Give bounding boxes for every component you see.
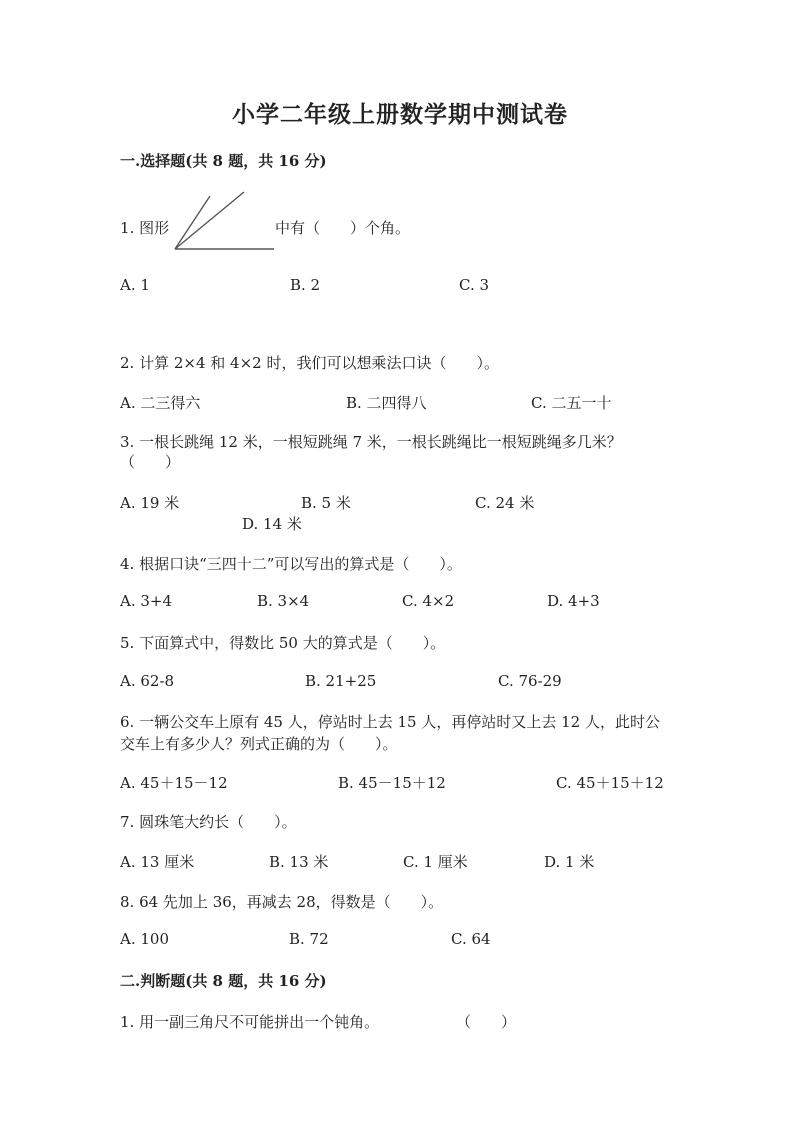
- angle-figure: [168, 188, 278, 254]
- q7-option-a[interactable]: A. 13 厘米: [120, 853, 195, 871]
- judgement-1-text: 1. 用一副三角尺不可能拼出一个钝角。: [120, 1013, 380, 1031]
- q5-option-a[interactable]: A. 62-8: [120, 672, 175, 690]
- question-3-text-line2: （ ）: [120, 453, 181, 471]
- question-7-text: 7. 圆珠笔大约长（ ）。: [120, 813, 297, 831]
- q4-option-b[interactable]: B. 3×4: [257, 592, 310, 610]
- question-1-text-after: 中有（ ）个角。: [275, 219, 411, 237]
- page-title: 小学二年级上册数学期中测试卷: [232, 101, 568, 128]
- q4-option-d[interactable]: D. 4+3: [547, 592, 600, 610]
- q5-option-b[interactable]: B. 21+25: [305, 672, 377, 690]
- question-2-text: 2. 计算 2×4 和 4×2 时，我们可以想乘法口诀（ ）。: [120, 354, 499, 372]
- q4-option-c[interactable]: C. 4×2: [402, 592, 455, 610]
- q6-option-b[interactable]: B. 45－15＋12: [338, 774, 446, 792]
- q3-option-a[interactable]: A. 19 米: [120, 494, 180, 512]
- q7-option-d[interactable]: D. 1 米: [544, 853, 595, 871]
- q5-option-c[interactable]: C. 76-29: [498, 672, 562, 690]
- question-3-text-line1: 3. 一根长跳绳 12 米，一根短跳绳 7 米，一根长跳绳比一根短跳绳多几米？: [120, 433, 622, 451]
- q3-option-d[interactable]: D. 14 米: [242, 515, 302, 533]
- q7-option-b[interactable]: B. 13 米: [269, 853, 329, 871]
- question-1-text-before: 1. 图形: [120, 219, 170, 237]
- q1-option-b[interactable]: B. 2: [290, 276, 321, 294]
- judgement-1-blank[interactable]: （ ）: [456, 1013, 517, 1031]
- question-5-text: 5. 下面算式中，得数比 50 大的算式是（ ）。: [120, 634, 446, 652]
- q8-option-c[interactable]: C. 64: [451, 930, 491, 948]
- q6-option-a[interactable]: A. 45＋15－12: [120, 774, 228, 792]
- q8-option-b[interactable]: B. 72: [289, 930, 329, 948]
- question-6-text-line1: 6. 一辆公交车上原有 45 人，停站时上去 15 人，再停站时又上去 12 人，此时公: [120, 713, 660, 731]
- question-6-text-line2: 交车上有多少人？列式正确的为（ ）。: [120, 735, 398, 753]
- q2-option-c[interactable]: C. 二五一十: [531, 394, 612, 412]
- section-heading-judgement: 二.判断题(共 8 题，共 16 分): [120, 972, 327, 990]
- section-heading-choice: 一.选择题(共 8 题，共 16 分): [120, 152, 327, 170]
- q2-option-a[interactable]: A. 二三得六: [120, 394, 201, 412]
- q1-option-c[interactable]: C. 3: [459, 276, 490, 294]
- question-8-text: 8. 64 先加上 36，再减去 28，得数是（ ）。: [120, 893, 444, 911]
- q8-option-a[interactable]: A. 100: [120, 930, 169, 948]
- q1-option-a[interactable]: A. 1: [120, 276, 150, 294]
- q6-option-c[interactable]: C. 45＋15＋12: [556, 774, 664, 792]
- q3-option-b[interactable]: B. 5 米: [301, 494, 351, 512]
- q7-option-c[interactable]: C. 1 厘米: [403, 853, 468, 871]
- q2-option-b[interactable]: B. 二四得八: [346, 394, 427, 412]
- q3-option-c[interactable]: C. 24 米: [475, 494, 535, 512]
- question-4-text: 4. 根据口诀“三四十二”可以写出的算式是（ ）。: [120, 555, 462, 573]
- q4-option-a[interactable]: A. 3+4: [120, 592, 173, 610]
